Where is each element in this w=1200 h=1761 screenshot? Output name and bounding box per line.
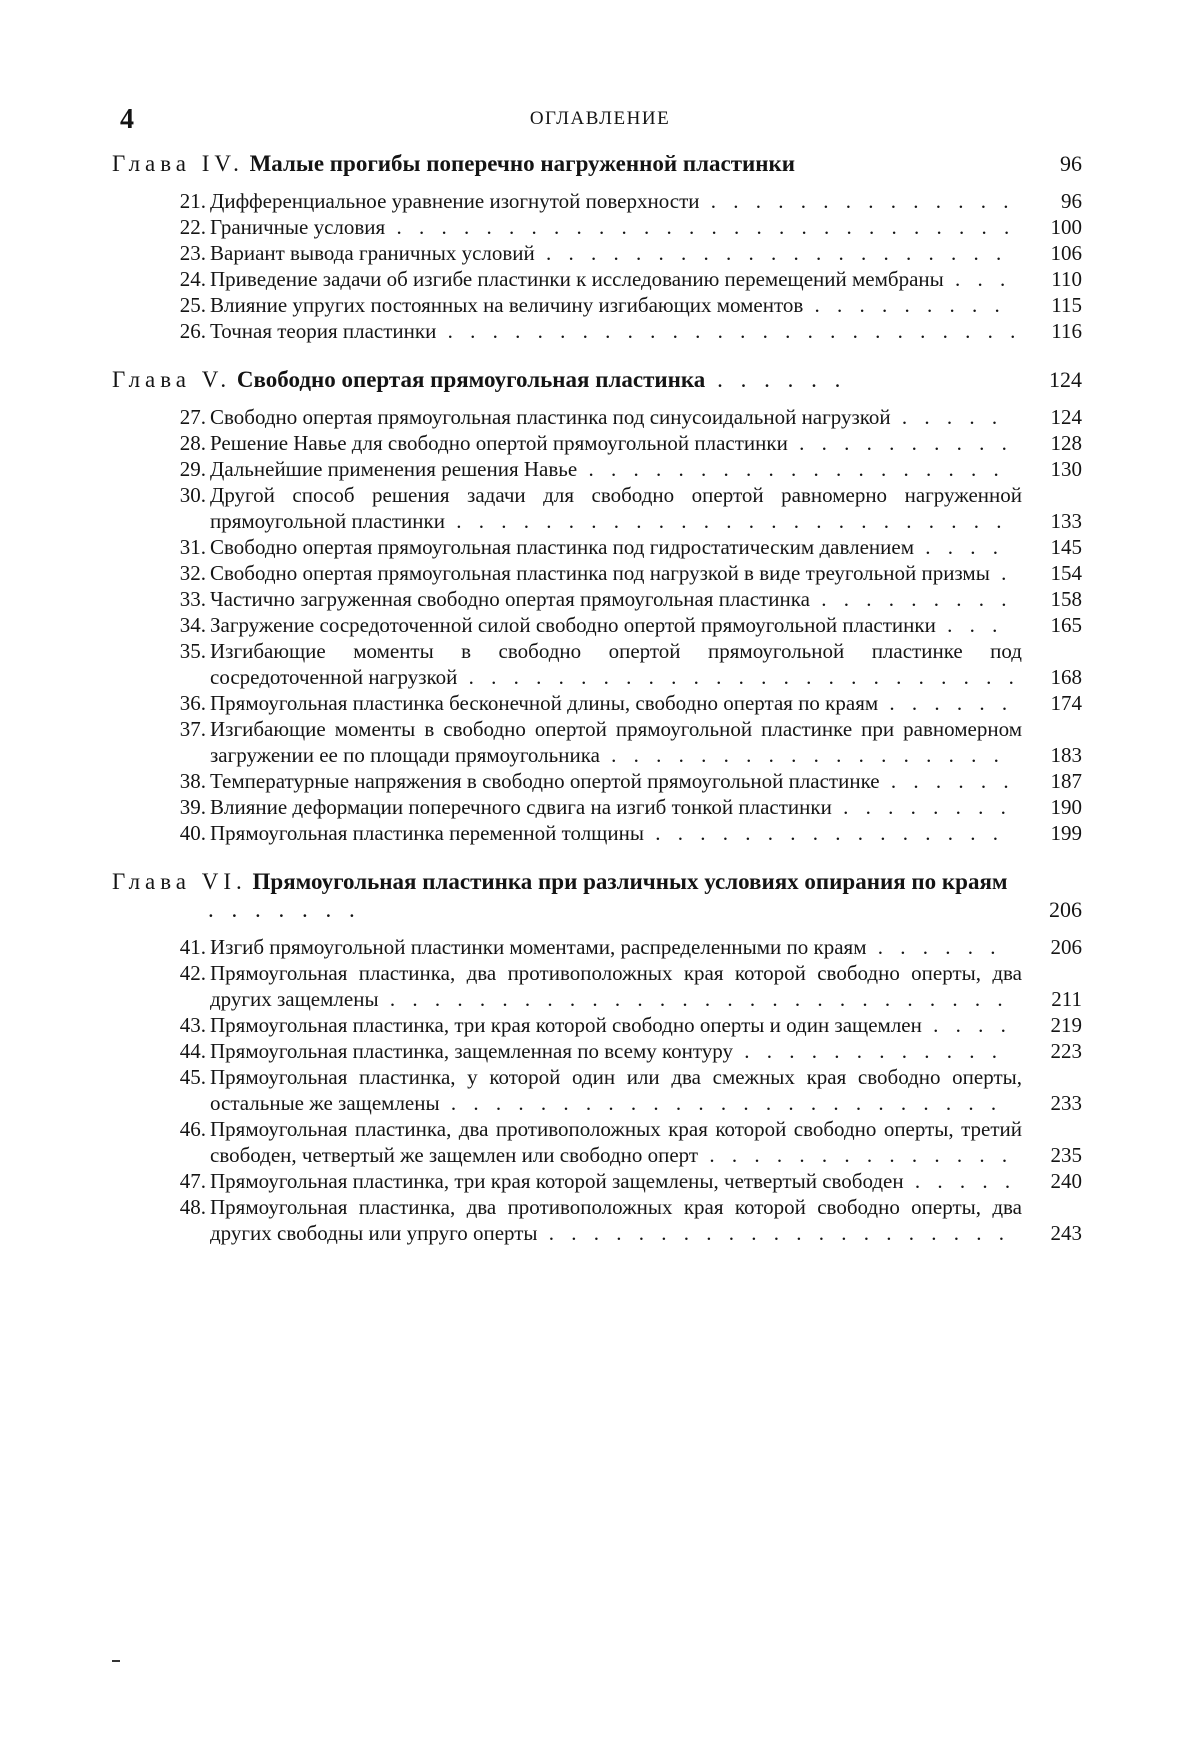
chapter-heading-text (112, 367, 846, 392)
chapter-label: Глава VI. (112, 869, 247, 894)
section-title: Прямоугольная пластинка, три края которой защемлены, четвертый свободен (210, 1169, 904, 1193)
toc-entry (112, 430, 1082, 456)
chapter-label: Глава IV. (112, 151, 244, 176)
section-title-line (210, 586, 1022, 612)
section-title-line (210, 612, 1022, 638)
section-title-line (210, 638, 1022, 690)
section-title-line (210, 1116, 1022, 1168)
section-number: 34. (179, 613, 206, 637)
section-title-line (210, 404, 1022, 430)
chapter-heading-text (112, 868, 1022, 924)
section-title: Изгибающие моменты в свободно опертой прямоугольной пластинке под сосредоточенной нагрузкой (210, 639, 1022, 689)
leader-dots: . . . . . . . . . . . . . . . . . . . . . . . . . (457, 665, 1020, 689)
leader-dots: . . . . . . . . . . . . . . (699, 189, 1015, 213)
toc-entry (112, 820, 1082, 846)
leader-dots: . . . . . (890, 405, 1004, 429)
table-of-contents (112, 150, 1082, 1246)
section-number: 24. (179, 267, 206, 291)
toc-entry (112, 318, 1082, 344)
section-title-line (210, 1038, 1022, 1064)
section-page-number: 100 (1050, 215, 1082, 239)
section-page-number: 183 (1050, 743, 1082, 767)
section-number: 36. (179, 691, 206, 715)
leader-dots: . . . . . . . . . . . . . . . . . . . . . . . . . . . . (385, 215, 1016, 239)
section-page-number: 110 (1051, 267, 1082, 291)
toc-entry (112, 1194, 1082, 1246)
section-page-number: 219 (1050, 1013, 1082, 1037)
chapter-heading (112, 366, 1082, 394)
section-page-number: 190 (1050, 795, 1082, 819)
section-number: 44. (179, 1039, 206, 1063)
chapter-title: Свободно опертая прямоугольная пластинка (236, 367, 706, 392)
section-title-line (210, 318, 1022, 344)
section-title: Влияние упругих постоянных на величину изгибающих моментов (210, 293, 804, 317)
toc-entry (112, 534, 1082, 560)
section-title: Температурные напряжения в свободно опертой прямоугольной пластинке (210, 769, 880, 793)
section-page-number: 223 (1050, 1039, 1082, 1063)
toc-entry (112, 960, 1082, 1012)
section-title: Дифференциальное уравнение изогнутой поверхности (210, 189, 700, 213)
leader-dots: . . . . . . . . . . (787, 431, 1013, 455)
section-number: 38. (179, 769, 206, 793)
section-title: Прямоугольная пластинка, защемленная по всему контуру (210, 1039, 733, 1063)
section-page-number: 158 (1050, 587, 1082, 611)
leader-dots: . . . . . . . . . . . . . . (698, 1143, 1014, 1167)
section-number: 35. (179, 639, 206, 663)
section-page-number: 106 (1050, 241, 1082, 265)
section-page-number: 187 (1050, 769, 1082, 793)
toc-entry (112, 404, 1082, 430)
section-title-line (210, 266, 1022, 292)
section-title: Прямоугольная пластинка бесконечной длины, свободно опертая по краям (210, 691, 879, 715)
section-title: Вариант вывода граничных условий (210, 241, 535, 265)
leader-dots: . . . . . . . . . . . . . . . . . . . . . . . . . (444, 509, 1008, 533)
toc-entry (112, 266, 1082, 292)
section-number: 21. (179, 189, 206, 213)
section-page-number: 145 (1050, 535, 1082, 559)
toc-entry (112, 612, 1082, 638)
toc-entry (112, 240, 1082, 266)
chapter-page-number: 124 (1049, 367, 1082, 392)
section-title-line (210, 934, 1022, 960)
leader-dots: . . . (943, 267, 1012, 291)
toc-entry (112, 690, 1082, 716)
leader-dots: . . . . (921, 1013, 1012, 1037)
section-page-number: 168 (1050, 665, 1082, 689)
leader-dots: . . . . . . (866, 935, 1002, 959)
section-page-number: 233 (1050, 1091, 1082, 1115)
section-number: 29. (179, 457, 206, 481)
section-title-line (210, 430, 1022, 456)
section-title-line (210, 690, 1022, 716)
leader-dots: . . . . (913, 535, 1004, 559)
section-title-line (210, 960, 1022, 1012)
chapter-heading (112, 150, 1082, 178)
section-title-line (210, 482, 1022, 534)
toc-entry (112, 794, 1082, 820)
section-page-number: 130 (1050, 457, 1082, 481)
section-page-number: 154 (1050, 561, 1082, 585)
leader-dots: . . . . . . . . . . . . . . . . . . . . . (534, 241, 1008, 265)
toc-entry (112, 1064, 1082, 1116)
toc-entry (112, 214, 1082, 240)
toc-entry (112, 1038, 1082, 1064)
toc-entry (112, 560, 1082, 586)
section-title: Изгиб прямоугольной пластинки моментами, распределенными по краям (210, 935, 867, 959)
section-number: 32. (179, 561, 206, 585)
section-page-number: 128 (1050, 431, 1082, 455)
section-title: Влияние деформации поперечного сдвига на изгиб тонкой пластинки (210, 795, 832, 819)
section-page-number: 243 (1050, 1221, 1082, 1245)
section-page-number: 116 (1051, 319, 1082, 343)
section-title: Решение Навье для свободно опертой прямоугольной пластинки (210, 431, 788, 455)
toc-entry (112, 716, 1082, 768)
section-title: Граничные условия (210, 215, 386, 239)
toc-entry (112, 1116, 1082, 1168)
section-number: 37. (179, 717, 206, 741)
chapter-heading-text (112, 151, 795, 176)
chapter-page-number: 206 (1049, 897, 1082, 922)
section-page-number: 174 (1050, 691, 1082, 715)
section-page-number: 211 (1051, 987, 1082, 1011)
leader-dots: . . . . . (903, 1169, 1017, 1193)
leader-dots: . . . . . . (878, 691, 1014, 715)
section-title: Загружение сосредоточенной силой свободно опертой прямоугольной пластинки (210, 613, 936, 637)
section-title: Свободно опертая прямоугольная пластинка под нагрузкой в виде треугольной призмы (210, 561, 990, 585)
section-title-line (210, 214, 1022, 240)
section-number: 45. (179, 1065, 206, 1089)
leader-dots: . . . . . . . . . (803, 293, 1006, 317)
leader-dots: . . . . . . . . . . . . . . . . . . (599, 743, 1005, 767)
section-number: 40. (179, 821, 206, 845)
toc-entry (112, 188, 1082, 214)
section-title: Прямоугольная пластинка, у которой один или два смежных края свободно оперты, остальные же защемлены (210, 1065, 1022, 1115)
section-page-number: 124 (1050, 405, 1082, 429)
section-title-line (210, 456, 1022, 482)
toc-entry (112, 1168, 1082, 1194)
leader-dots: . . . . . . . . . . . . . . . . . . . . . . . . . . . . (378, 987, 1009, 1011)
section-title: Свободно опертая прямоугольная пластинка под синусоидальной нагрузкой (210, 405, 891, 429)
leader-dots: . . . . . . . . . . . . . . . . . . . . . . . . . . (436, 319, 1022, 343)
leader-dots: . . . . . . . . . . . . . . . . . . . (577, 457, 1005, 481)
section-title-line (210, 768, 1022, 794)
section-number: 47. (179, 1169, 206, 1193)
section-number: 33. (179, 587, 206, 611)
section-number: 26. (179, 319, 206, 343)
section-title-line (210, 820, 1022, 846)
running-title: ОГЛАВЛЕНИЕ (529, 108, 671, 129)
section-title: Изгибающие моменты в свободно опертой прямоугольной пластинке при равномерном загружении ее по площади прямоугольника (210, 717, 1022, 767)
section-title-line (210, 534, 1022, 560)
leader-dots: . . . . . . (879, 769, 1015, 793)
leader-dots: . . . . . . . . (831, 795, 1012, 819)
chapter-page-number: 96 (1060, 151, 1082, 176)
toc-entry (112, 586, 1082, 612)
section-title-line (210, 240, 1022, 266)
section-number: 27. (179, 405, 206, 429)
leader-dots: . . . . . . . . . . . . . . . . . . . . . . . . . (439, 1091, 1003, 1115)
section-title-line (210, 560, 1022, 586)
section-page-number: 96 (1061, 189, 1082, 213)
toc-chapter (112, 150, 1082, 344)
page-number: 4 (120, 104, 134, 135)
leader-dots: . . . . . . . . . . . . (733, 1039, 1003, 1063)
margin-mark (112, 1660, 120, 1662)
leader-dots: . (989, 561, 1013, 585)
section-title-line (210, 1012, 1022, 1038)
section-title: Прямоугольная пластинка, два противоположных края которой свободно оперты, два других свободны или упруго оперты (210, 1195, 1022, 1245)
toc-entry (112, 292, 1082, 318)
section-page-number: 115 (1051, 293, 1082, 317)
section-number: 22. (179, 215, 206, 239)
section-page-number: 206 (1050, 935, 1082, 959)
section-title: Прямоугольная пластинка переменной толщины (210, 821, 644, 845)
toc-entry (112, 1012, 1082, 1038)
toc-entry (112, 768, 1082, 794)
section-number: 39. (179, 795, 206, 819)
section-title-line (210, 1168, 1022, 1194)
leader-dots: . . . . . . . . . (809, 587, 1013, 611)
section-title-line (210, 1194, 1022, 1246)
section-title-line (210, 716, 1022, 768)
section-title: Дальнейшие применения решения Навье (210, 457, 578, 481)
chapter-title: Прямоугольная пластинка при различных условиях опирания по краям (252, 869, 1008, 894)
section-number: 25. (179, 293, 206, 317)
section-number: 42. (179, 961, 206, 985)
section-title: Прямоугольная пластинка, два противоположных края которой свободно оперты, третий свободен, четвертый же защемлен или свободно оперт (210, 1117, 1022, 1167)
chapter-heading (112, 868, 1082, 924)
section-title: Приведение задачи об изгибе пластинки к исследованию перемещений мембраны (210, 267, 944, 291)
section-number: 41. (179, 935, 206, 959)
section-page-number: 133 (1050, 509, 1082, 533)
section-number: 48. (179, 1195, 206, 1219)
section-page-number: 165 (1050, 613, 1082, 637)
leader-dots: . . . . . . . (208, 897, 361, 922)
chapter-title: Малые прогибы поперечно нагруженной пластинки (249, 151, 796, 176)
section-title: Прямоугольная пластинка, три края которой свободно оперты и один защемлен (210, 1013, 922, 1037)
section-page-number: 240 (1050, 1169, 1082, 1193)
section-title-line (210, 188, 1022, 214)
section-title: Свободно опертая прямоугольная пластинка под гидростатическим давлением (210, 535, 914, 559)
leader-dots: . . . (935, 613, 1004, 637)
section-title: Другой способ решения задачи для свободно опертой равномерно нагруженной прямоугольной пластинки (210, 483, 1022, 533)
chapter-label: Глава V. (112, 367, 232, 392)
section-page-number: 199 (1050, 821, 1082, 845)
toc-entry (112, 482, 1082, 534)
section-title: Точная теория пластинки (210, 319, 437, 343)
section-page-number: 235 (1050, 1143, 1082, 1167)
leader-dots: . . . . . . (705, 367, 847, 392)
section-number: 43. (179, 1013, 206, 1037)
toc-entry (112, 456, 1082, 482)
section-number: 28. (179, 431, 206, 455)
running-head (120, 104, 1080, 134)
toc-chapter (112, 868, 1082, 1246)
section-title-line (210, 292, 1022, 318)
section-title-line (210, 1064, 1022, 1116)
toc-chapter (112, 366, 1082, 846)
section-title-line (210, 794, 1022, 820)
section-title: Прямоугольная пластинка, два противоположных края которой свободно оперты, два других защемлены (210, 961, 1022, 1011)
section-number: 30. (179, 483, 206, 507)
section-title: Частично загруженная свободно опертая прямоугольная пластинка (210, 587, 810, 611)
section-number: 23. (179, 241, 206, 265)
toc-entry (112, 638, 1082, 690)
section-number: 46. (179, 1117, 206, 1141)
leader-dots: . . . . . . . . . . . . . . . . . . . . . (537, 1221, 1011, 1245)
section-number: 31. (179, 535, 206, 559)
leader-dots: . . . . . . . . . . . . . . . . (643, 821, 1004, 845)
toc-entry (112, 934, 1082, 960)
